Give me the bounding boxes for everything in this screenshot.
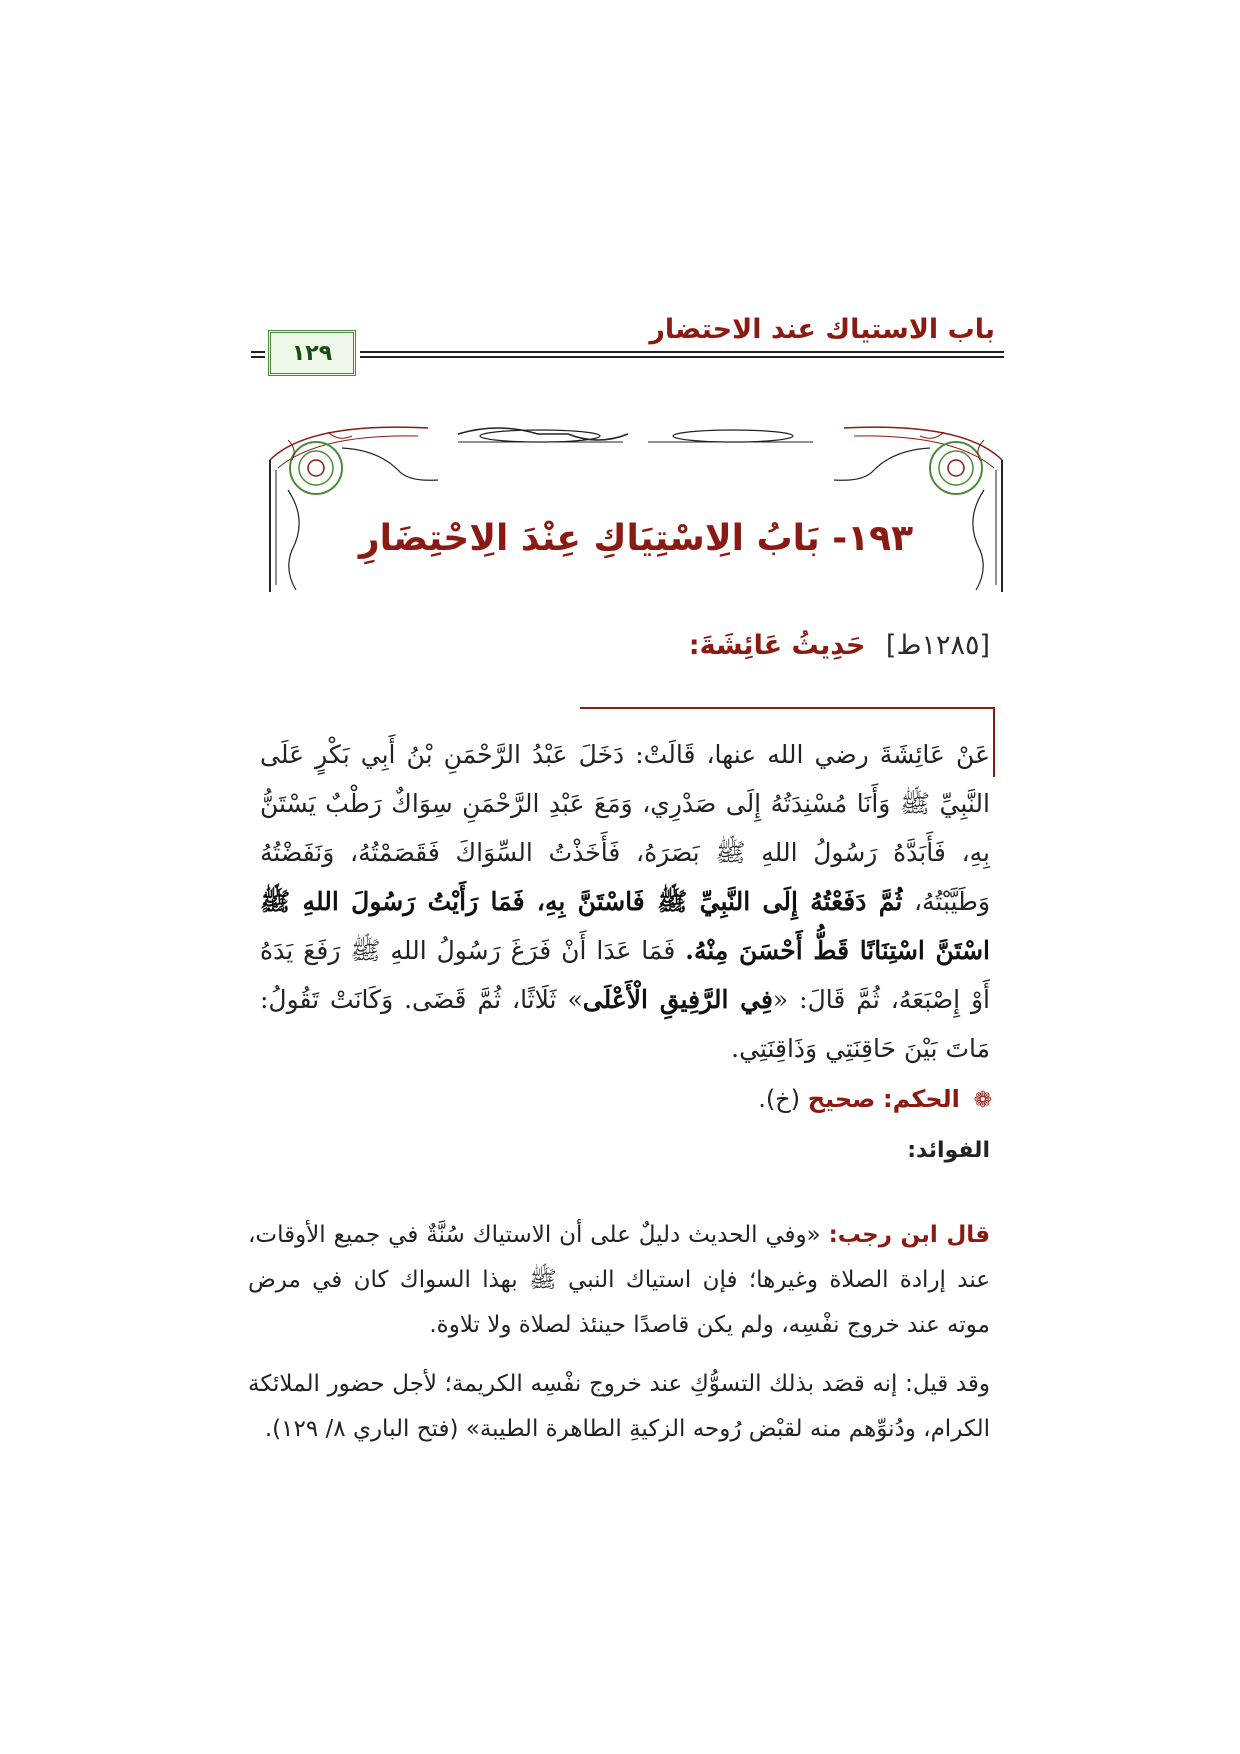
hadith-text — [260, 730, 990, 1073]
hadith-text-bold2: فِي الرَّفِيقِ الْأَعْلَى — [582, 985, 773, 1014]
ruling-line — [252, 1085, 992, 1113]
ruling-value: صحيح — [807, 1085, 876, 1113]
hadith-rule — [580, 707, 995, 709]
commentary-paragraph-1 — [248, 1213, 990, 1348]
hadith-text-part2: فَمَا عَدَا أَنْ فَرَغَ رَسُولُ اللهِ ﷺ رَفَعَ يَدَهُ أَوْ إِصْبَعَهُ، ثُمَّ قَالَ: « — [260, 936, 991, 1014]
hadith-heading — [290, 630, 990, 661]
page-number-box — [268, 330, 356, 376]
hadith-text-part3: » ثَلَاثًا، ثُمَّ قَضَى. وَكَانَتْ تَقُولُ: مَاتَ بَيْنَ حَاقِنَتِي وَذَاقِنَتِي. — [260, 985, 990, 1063]
header-rule-left-2 — [251, 356, 265, 358]
running-title: باب الاستياك عند الاحتضار — [649, 314, 995, 345]
corner-ornament-right — [834, 427, 1002, 590]
hadith-side-rule — [993, 707, 995, 777]
ruling-label: الحكم: — [883, 1085, 960, 1113]
hadith-number: [١٢٨٥ط] — [885, 630, 990, 661]
commentary-paragraph-2: وقد قيل: إنه قصَد بذلك التسوُّكِ عند خروج نفْسِه الكريمة؛ لأجل حضور الملائكة الكرام، ودُنوِّهم منه لقبْض رُوحه الزكيةِ الطاهرة الطيبة» (فتح الباري ٨/ ١٢٩). — [248, 1371, 990, 1442]
hadith-text-part1: عَنْ عَائِشَةَ رضي الله عنها، قَالَتْ: دَخَلَ عَبْدُ الرَّحْمَنِ بْنُ أَبِي بَكْرٍ عَلَى النَّبِيِّ ﷺ وَأَنَا مُسْنِدَتُهُ إِلَى صَدْرِي، وَمَعَ عَبْدِ الرَّحْمَنِ سِوَاكٌ رَطْبٌ يَسْتَنُّ بِهِ، فَأَبَدَّهُ رَسُولُ اللهِ ﷺ بَصَرَهُ، فَأَخَذْتُ السِّوَاكَ فَقَصَمْتُهُ، وَنَفَضْتُهُ وَطَيَّبْتُهُ، — [260, 740, 991, 916]
header-rule-left — [251, 351, 265, 353]
hadith-text-bold1: ثُمَّ دَفَعْتُهُ إِلَى النَّبِيِّ ﷺ فَاسْتَنَّ بِهِ، فَمَا رَأَيْتُ رَسُولَ اللهِ ﷺ اسْتَنَّ اسْتِنَانًا قَطُّ أَحْسَنَ مِنْهُ. — [260, 887, 990, 965]
chapter-title: ١٩٣- بَابُ الِاسْتِيَاكِ عِنْدَ الِاحْتِضَارِ — [358, 518, 914, 559]
ruling-source: (خ). — [758, 1085, 801, 1113]
page-number: ١٢٩ — [291, 340, 333, 366]
flower-icon: ❁ — [973, 1088, 992, 1113]
header-rule-2 — [360, 356, 1004, 358]
benefits-label: الفوائد: — [907, 1138, 990, 1163]
hadith-name: حَدِيثُ عَائِشَةَ: — [688, 630, 866, 661]
header-rule — [360, 351, 1004, 353]
chapter-ornament-frame — [268, 420, 1004, 595]
commentary-speaker: قال ابن رجب: — [828, 1222, 991, 1248]
commentary-text-1: «وفي الحديث دليلٌ على أن الاستياك سُنَّةٌ في جميع الأوقات، عند إرادة الصلاة وغيرها؛ فإن استياك النبي ﷺ بهذا السواك كان في مرض موته عند خروج نفْسِه، ولم يكن قاصدًا حينئذ لصلاة ولا تلاوة. — [248, 1222, 990, 1338]
corner-ornament-left — [270, 427, 438, 590]
